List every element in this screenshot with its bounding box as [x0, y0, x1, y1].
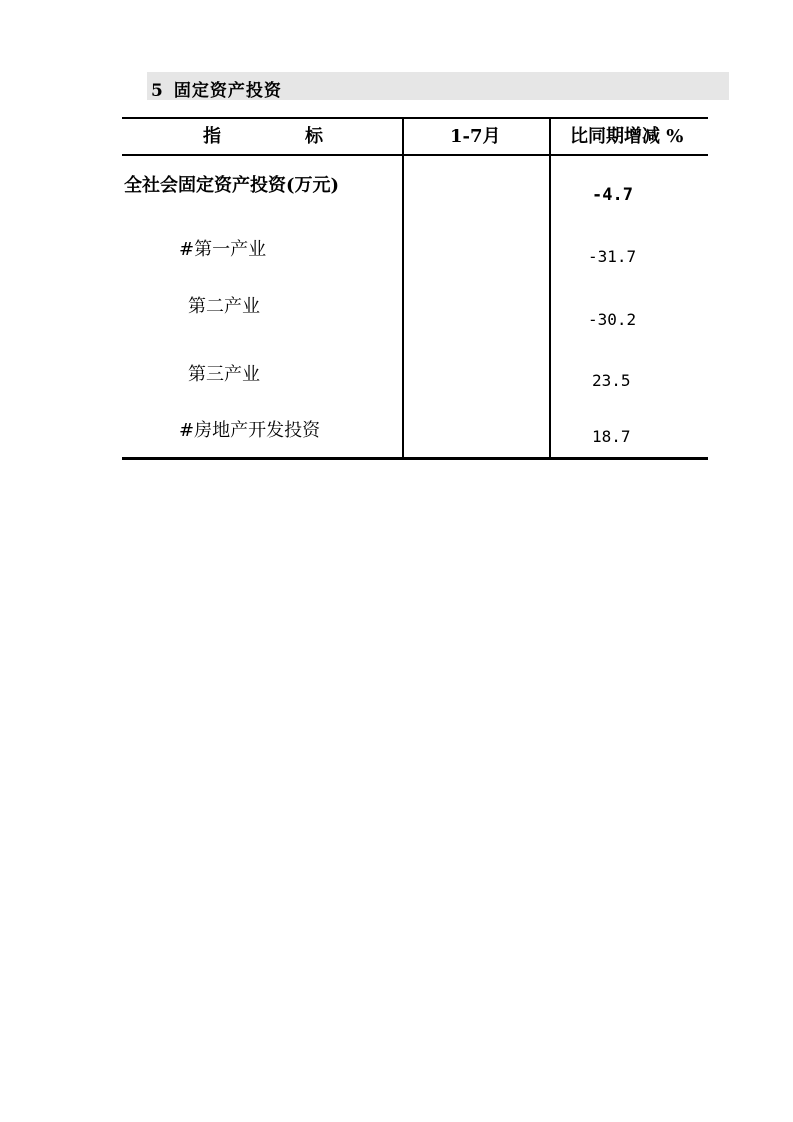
row-label-primary: #第一产业	[179, 239, 267, 260]
row-change-real-estate: 18.7	[592, 427, 631, 446]
row-change-secondary: -30.2	[588, 310, 637, 329]
header-indicator-part2: 标	[305, 126, 323, 147]
section-header	[147, 72, 729, 100]
table-col-divider-1	[402, 117, 404, 459]
row-change-tertiary: 23.5	[592, 371, 631, 390]
row-label-total: 全社会固定资产投资(万元)	[124, 175, 340, 196]
row-label-secondary: 第二产业	[188, 296, 260, 317]
section-number: 5	[151, 81, 164, 101]
row-label-real-estate: #房地产开发投资	[179, 420, 321, 441]
header-indicator-part1: 指	[203, 126, 221, 147]
table-top-rule	[122, 117, 708, 119]
header-change: 比同期增减 %	[570, 126, 684, 147]
fixed-asset-investment-table	[122, 117, 708, 460]
table-header-rule	[122, 154, 708, 156]
section-title	[151, 76, 282, 101]
row-change-primary: -31.7	[588, 247, 637, 266]
section-title-text: 固定资产投资	[173, 81, 282, 101]
table-col-divider-2	[549, 117, 551, 459]
table-bottom-rule	[122, 457, 708, 460]
header-period: 1-7月	[450, 126, 501, 147]
row-label-tertiary: 第三产业	[188, 364, 260, 385]
row-change-total: -4.7	[592, 185, 633, 205]
